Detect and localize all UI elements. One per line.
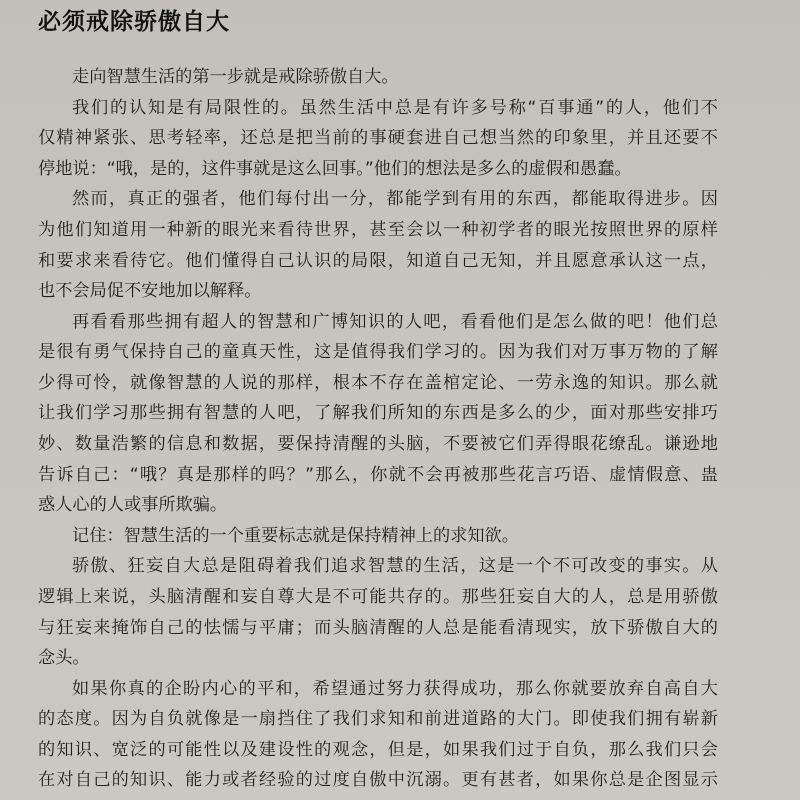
text-line: 再看看那些拥有超人的智慧和广博知识的人吧，看看他们是怎么做的吧！他们总 bbox=[72, 311, 718, 332]
text-line: 如果你真的企盼内心的平和，希望通过努力获得成功，那么你就要放弃自高自大 bbox=[72, 678, 718, 699]
text-line: 告诉自己：“哦？真是那样的吗？”那么，你就不会再被那些花言巧语、虚情假意、蛊 bbox=[38, 464, 718, 485]
text-line: 也不会局促不安地加以解释。 bbox=[38, 281, 262, 302]
text-line: 我们的认知是有局限性的。虽然生活中总是有许多号称“百事通”的人，他们不 bbox=[72, 97, 718, 118]
text-line: 妙、数量浩繁的信息和数据，要保持清醒的头脑，不要被它们弄得眼花缭乱。谦逊地 bbox=[38, 434, 718, 454]
text-line: 和要求来看待它。他们懂得自己认识的局限，知道自己无知，并且愿意承认这一点， bbox=[38, 250, 718, 271]
text-line: 少得可怜，就像智慧的人说的那样，根本不存在盖棺定论、一劳永逸的知识。那么就 bbox=[38, 372, 718, 393]
text-line: 走向智慧生活的第一步就是戒除骄傲自大。 bbox=[72, 67, 399, 87]
section-title: 必须戒除骄傲自大 bbox=[38, 9, 230, 35]
text-line: 为他们知道用一种新的眼光来看待世界，甚至会以一种初学者的眼光按照世界的原样 bbox=[38, 219, 718, 240]
text-line: 是很有勇气保持自己的童真天性，这是值得我们学习的。因为我们对万事万物的了解 bbox=[38, 342, 718, 363]
text-line: 让我们学习那些拥有智慧的人吧，了解我们所知的东西是多么的少，面对那些安排巧 bbox=[38, 403, 718, 424]
text-line: 停地说：“哦，是的，这件事就是这么回事。”他们的想法是多么的虚假和愚蠢。 bbox=[38, 158, 632, 179]
text-line: 然而，真正的强者，他们每付出一分，都能学到有用的东西，都能取得进步。因 bbox=[72, 189, 718, 210]
text-line: 记住：智慧生活的一个重要标志就是保持精神上的求知欲。 bbox=[72, 525, 519, 546]
text-line: 的态度。因为自负就像是一扇挡住了我们求知和前进道路的大门。即使我们拥有崭新 bbox=[38, 709, 718, 730]
text-line: 在对自己的知识、能力或者经验的过度自傲中沉溺。更有甚者，如果你总是企图显示 bbox=[38, 770, 718, 791]
text-line: 骄傲、狂妄自大总是阻碍着我们追求智慧的生活，这是一个不可改变的事实。从 bbox=[72, 556, 718, 577]
text-line: 的知识、宽泛的可能性以及建设性的观念，但是，如果我们过于自负，那么我们只会 bbox=[38, 739, 718, 760]
text-line: 惑人心的人或事所欺骗。 bbox=[38, 495, 228, 516]
text-line: 与狂妄来掩饰自己的怯懦与平庸；而头脑清醒的人总是能看清现实，放下骄傲自大的 bbox=[38, 617, 718, 638]
text-line: 念头。 bbox=[38, 648, 90, 669]
text-line: 逻辑上来说，头脑清醒和妄自尊大是不可能共存的。那些狂妄自大的人，总是用骄傲 bbox=[38, 586, 718, 607]
text-line: 仅精神紧张、思考轻率，还总是把当前的事硬套进自己想当然的印象里，并且还要不 bbox=[38, 128, 718, 149]
